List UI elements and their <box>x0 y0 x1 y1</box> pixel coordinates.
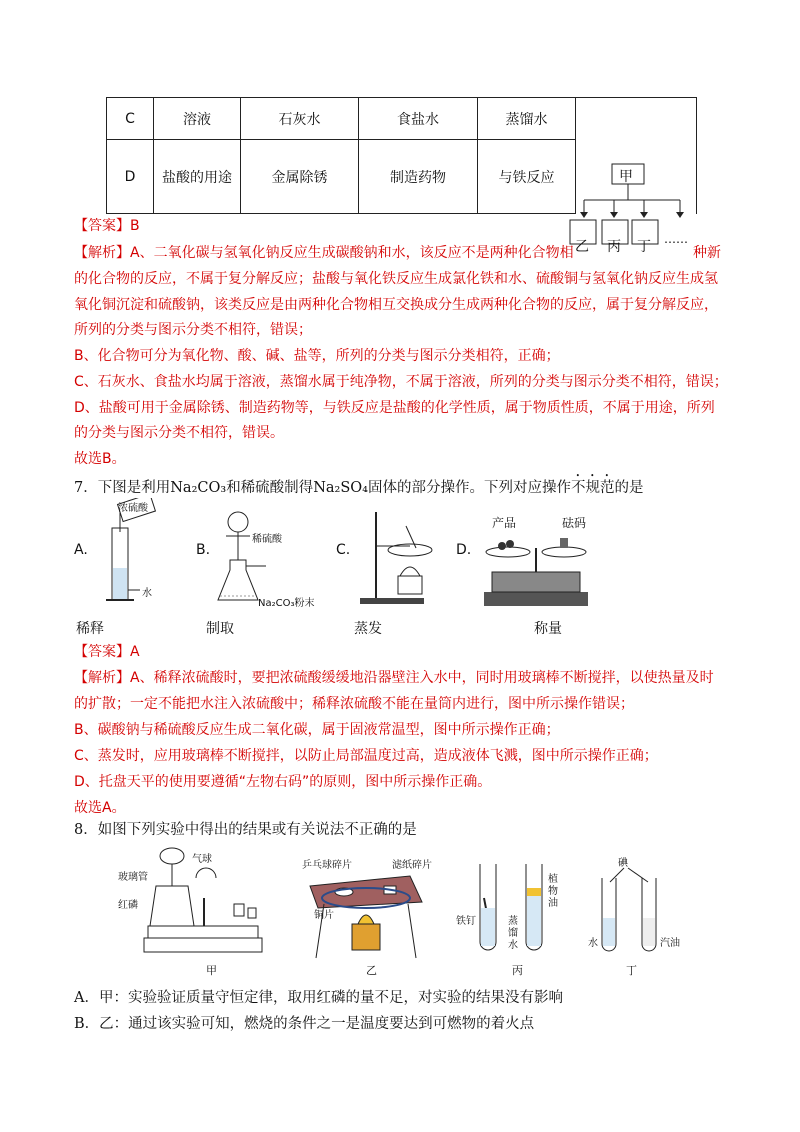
dilution-figure <box>94 498 174 608</box>
figure-caption: 丁 <box>626 964 637 977</box>
stem-text: 的是 <box>614 480 644 496</box>
row-key: C <box>107 98 154 140</box>
analysis-line: 【解析】A、稀释浓硫酸时，要把浓硫酸缓缓地沿器壁注入水中，同时用玻璃棒不断搅拌，以使热量及时 <box>74 670 714 686</box>
figure-caption: 乙 <box>366 964 377 977</box>
answer-label: 【答案】B <box>74 218 140 234</box>
stem-text: 和稀硫酸制得 <box>226 480 314 496</box>
tree-ellipsis: …… <box>664 232 688 246</box>
figure-label: Na₂CO₃粉末 <box>258 598 315 609</box>
tree-root: 甲 <box>619 169 633 185</box>
figure-label: 红磷 <box>118 900 138 911</box>
figure-label: 水 <box>588 938 598 949</box>
formula: Na₂CO₃ <box>170 480 227 496</box>
option-letter: A. <box>74 542 88 558</box>
analysis-line: D、盐酸可用于金属除锈、制造药物等，与铁反应是盐酸的化学性质，属于物质性质，不属于用途，所列 <box>74 400 715 416</box>
weighing-figure <box>478 518 598 610</box>
table-cell: 食盐水 <box>359 98 478 140</box>
table-cell: 盐酸的用途 <box>154 140 241 214</box>
analysis-line: C、石灰水、食盐水均属于溶液，蒸馏水属于纯净物，不属于溶液，所列的分类与图示分类不相符，错误； <box>74 374 728 390</box>
figure-label: 玻璃管 <box>118 872 148 883</box>
emphasis-text: 不规范 <box>570 480 615 496</box>
classification-table <box>106 97 576 214</box>
analysis-line: 的分类与图示分类不相符，错误。 <box>74 425 284 441</box>
figure-label: 稀硫酸 <box>252 534 282 545</box>
analysis-line: 的化合物的反应，不属于复分解反应；盐酸与氧化铁反应生成氯化铁和水、硫酸铜与氢氧化钠反应生成氢 <box>74 271 718 287</box>
option-letter: D. <box>456 542 472 558</box>
figure-label: 铁钉 <box>456 916 476 927</box>
choose-line: 故选B。 <box>74 451 126 467</box>
figure-label: 植物油 <box>548 874 558 909</box>
figure-label: 碘 <box>618 858 628 869</box>
option-letter: B. <box>196 542 211 558</box>
table-cell: 溶液 <box>154 98 241 140</box>
table-row <box>107 140 576 214</box>
stem-text: 7．下图是利用 <box>74 480 171 496</box>
table-cell: 蒸馏水 <box>478 98 576 140</box>
tree-child: 乙 <box>575 239 589 255</box>
figure-label: 滤纸碎片 <box>392 860 432 871</box>
figure-label: 产品 <box>492 516 517 530</box>
table-cell: 与铁反应 <box>478 140 576 214</box>
answer-label: 【答案】A <box>74 644 140 660</box>
figure-label: 汽油 <box>660 938 680 949</box>
figure-label: 铜片 <box>314 910 334 921</box>
question-8-stem: 8．如图下列实验中得出的结果或有关说法不正确的是 <box>74 822 417 838</box>
option-letter: C. <box>336 542 351 558</box>
analysis-line: 的扩散；一定不能把水注入浓硫酸中；稀释浓硫酸不能在量筒内进行，图中所示操作错误； <box>74 696 634 712</box>
row-key: D <box>107 140 154 214</box>
option-text: B．乙：通过该实验可知，燃烧的条件之一是温度要达到可燃物的着火点 <box>74 1016 535 1032</box>
tree-child: 丁 <box>637 239 651 255</box>
figure-label: 蒸馏水 <box>508 916 518 951</box>
figure-caption: 稀释 <box>76 621 104 637</box>
figure-label: 乒乓球碎片 <box>302 860 352 871</box>
figure-label: 水 <box>142 588 152 599</box>
analysis-line: B、化合物可分为氧化物、酸、碱、盐等，所列的分类与图示分类相符，正确； <box>74 348 560 364</box>
question-7-stem <box>74 472 643 498</box>
tree-child: 丙 <box>607 239 621 255</box>
figure-caption: 蒸发 <box>354 621 382 637</box>
analysis-line: D、托盘天平的使用要遵循“左物右码”的原则，图中所示操作正确。 <box>74 774 492 790</box>
figure-caption: 称量 <box>534 621 562 637</box>
evaporation-figure <box>350 508 440 608</box>
figure-caption: 甲 <box>206 964 217 977</box>
option-text: A．甲：实验验证质量守恒定律，取用红磷的量不足，对实验的结果没有影响 <box>74 990 563 1006</box>
table-cell: 制造药物 <box>359 140 478 214</box>
table-cell: 金属除锈 <box>241 140 359 214</box>
figure-label: 浓硫酸 <box>118 503 148 514</box>
choose-line: 故选A。 <box>74 800 126 816</box>
analysis-line: 氧化铜沉淀和硫酸钠，该类反应是由两种化合物相互交换成分生成两种化合物的反应，属于复分解反应， <box>74 297 718 313</box>
stem-text: 固体的部分操作。下列对应操作 <box>367 480 571 496</box>
analysis-line: C、蒸发时，应用玻璃棒不断搅拌，以防止局部温度过高，造成液体飞溅，图中所示操作正确； <box>74 748 658 764</box>
analysis-line: B、碳酸钠与稀硫酸反应生成二氧化碳，属于固液常温型，图中所示操作正确； <box>74 722 560 738</box>
analysis-line-tail: 种新 <box>693 245 721 261</box>
analysis-line: 【解析】A、二氧化碳与氢氧化钠反应生成碳酸钠和水，该反应不是两种化合物相 <box>74 245 574 261</box>
analysis-line: 所列的分类与图示分类不相符，错误； <box>74 322 312 338</box>
figure-label: 气球 <box>192 854 212 865</box>
figure-label: 砝码 <box>562 516 587 530</box>
table-row <box>107 98 576 140</box>
table-cell: 石灰水 <box>241 98 359 140</box>
formula: Na₂SO₄ <box>313 480 368 496</box>
figure-caption: 制取 <box>206 621 234 637</box>
figure-caption: 丙 <box>512 964 523 977</box>
